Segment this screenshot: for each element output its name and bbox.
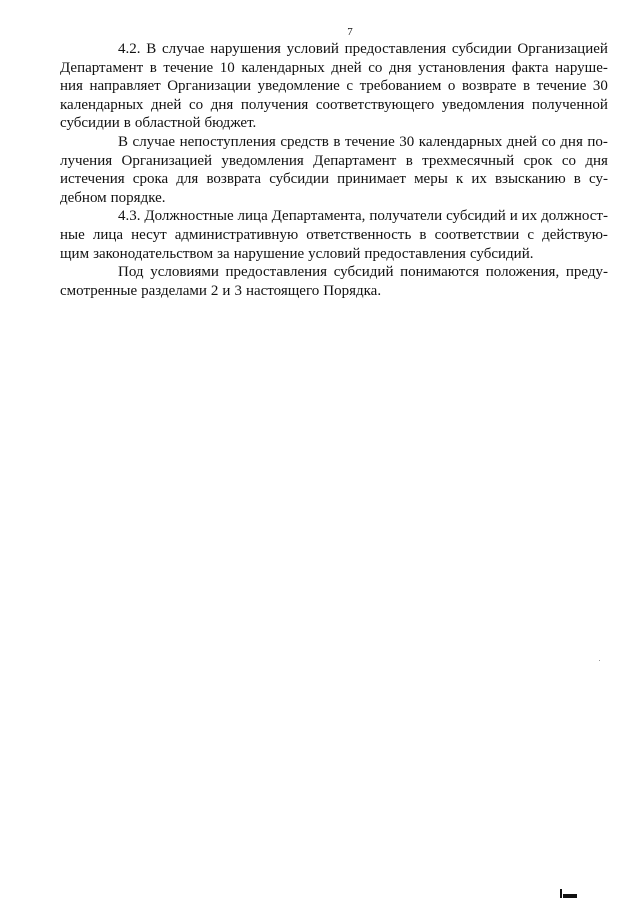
word: дней (331, 59, 362, 76)
word: срока (132, 171, 169, 188)
word: Департамент (313, 152, 397, 169)
word: уведомления (221, 152, 304, 169)
word: действую- (542, 226, 608, 243)
word: предоставления (344, 41, 447, 57)
word: субсидии (269, 171, 329, 188)
word: настоящего (245, 282, 320, 299)
word: дней (151, 96, 182, 113)
paragraph-line (60, 77, 608, 96)
word: 4.3. (118, 208, 141, 225)
word: условий (308, 245, 361, 262)
word: дня (585, 152, 608, 169)
word: разделами (141, 282, 207, 299)
paragraph-line (60, 170, 608, 189)
word: Порядка. (323, 282, 382, 299)
word: к (455, 171, 464, 188)
word: преду- (565, 264, 608, 281)
word: понимаются (400, 264, 480, 281)
word: условиями (150, 264, 219, 281)
word: меры (414, 171, 448, 188)
word: взысканию (494, 171, 566, 188)
word: со (188, 96, 204, 113)
word: су- (589, 171, 608, 188)
word: в (405, 152, 413, 169)
word: непоступления (179, 133, 276, 150)
word: календарных (418, 133, 503, 150)
word: в (149, 59, 157, 76)
word: должност- (541, 208, 608, 225)
word: нарушение (233, 245, 305, 262)
paragraph-line (60, 59, 608, 78)
word: дня (388, 59, 412, 76)
word: Департамент (60, 59, 144, 76)
word: смотренные (60, 282, 138, 299)
word: бюджет. (204, 115, 257, 132)
word: установления (418, 59, 506, 76)
word: дней (506, 133, 538, 150)
word: 30 (592, 78, 608, 95)
word: лица (92, 226, 124, 243)
word: ответственность (306, 226, 412, 243)
paragraph-line (60, 263, 608, 282)
word: календарных (241, 59, 325, 76)
word: предоставления (225, 264, 328, 281)
word: в (419, 226, 427, 243)
word: щим (60, 245, 90, 262)
paragraph-line (60, 96, 608, 115)
word: случае (161, 41, 205, 57)
word: по- (587, 133, 608, 150)
word: полученной (531, 96, 608, 113)
word: субсидий (333, 264, 394, 281)
word: 30 (399, 133, 415, 150)
word: несут (131, 226, 167, 243)
word: уведомления (441, 96, 525, 113)
scan-artifact-tick (560, 889, 562, 898)
word: получатели (369, 208, 443, 225)
word: наруше- (555, 59, 608, 76)
word: возврате (461, 78, 517, 95)
word: В (146, 41, 157, 57)
paragraph-line (60, 282, 608, 301)
paragraph-line (60, 133, 608, 152)
word: срок (523, 152, 553, 169)
paragraph-line (60, 189, 608, 208)
word: 4.2. (118, 41, 141, 57)
word: дебном (60, 189, 107, 206)
word: и (222, 282, 231, 299)
word: течение (344, 133, 395, 150)
word: административную (174, 226, 299, 243)
word: со (368, 59, 383, 76)
word: трехмесячный (422, 152, 515, 169)
word: с (527, 226, 535, 243)
paragraph-line (60, 152, 608, 171)
paragraph-line (60, 114, 608, 133)
word: субсидии (451, 41, 512, 57)
word: дня (560, 133, 583, 150)
scan-artifact-dot (599, 660, 600, 661)
word: положения, (485, 264, 560, 281)
word: течение (536, 78, 587, 95)
word: в (123, 115, 131, 132)
word: их (471, 171, 487, 188)
word: соответствии (434, 226, 520, 243)
word: областной (134, 115, 201, 132)
word: принимает (337, 171, 406, 188)
word: течение (163, 59, 214, 76)
word: направляет (89, 78, 161, 95)
word: субсидии (60, 115, 120, 132)
word: случае (132, 133, 176, 150)
word: 2 (210, 282, 219, 299)
word: и (509, 208, 518, 225)
word: В (118, 133, 129, 150)
word: со (541, 133, 556, 150)
paragraph-line (60, 245, 608, 264)
word: в (333, 133, 341, 150)
word: в (573, 171, 581, 188)
word: получения (240, 96, 309, 113)
word: Организации (167, 78, 252, 95)
word: уведомление (257, 78, 340, 95)
word: дня (210, 96, 234, 113)
word: за (217, 245, 230, 262)
word: требованием (359, 78, 442, 95)
word: законодательством (93, 245, 214, 262)
word: ные (60, 226, 85, 243)
paragraph-line (60, 40, 608, 59)
word: Организацией (517, 41, 608, 57)
word: истечения (60, 171, 125, 188)
word: ния (60, 78, 83, 95)
word: их (521, 208, 538, 225)
word: условий (286, 41, 339, 57)
word: со (561, 152, 576, 169)
word: Департамента, (271, 208, 366, 225)
word: нарушения (210, 41, 281, 57)
paragraph-line (60, 226, 608, 245)
scan-artifact-mark (563, 894, 577, 898)
word: лучения (60, 152, 113, 169)
word: лица (237, 208, 268, 225)
word: порядке. (110, 189, 166, 206)
word: 3 (234, 282, 242, 299)
page-number: 7 (347, 26, 353, 38)
document-body (60, 40, 608, 300)
word: Под (118, 264, 144, 281)
word: Организацией (121, 152, 213, 169)
word: субсидий (446, 208, 506, 225)
word: с (346, 78, 354, 95)
word: в (522, 78, 531, 95)
word: возврата (206, 171, 262, 188)
word: факта (511, 59, 549, 76)
word: субсидий. (469, 245, 534, 262)
word: Должностные (144, 208, 234, 225)
word: 10 (219, 59, 235, 76)
word: средств (280, 133, 329, 150)
word: предоставления (364, 245, 466, 262)
word: о (447, 78, 456, 95)
word: соответствующего (315, 96, 435, 113)
paragraph-line (60, 207, 608, 226)
word: календарных (60, 96, 144, 113)
word: для (176, 171, 199, 188)
